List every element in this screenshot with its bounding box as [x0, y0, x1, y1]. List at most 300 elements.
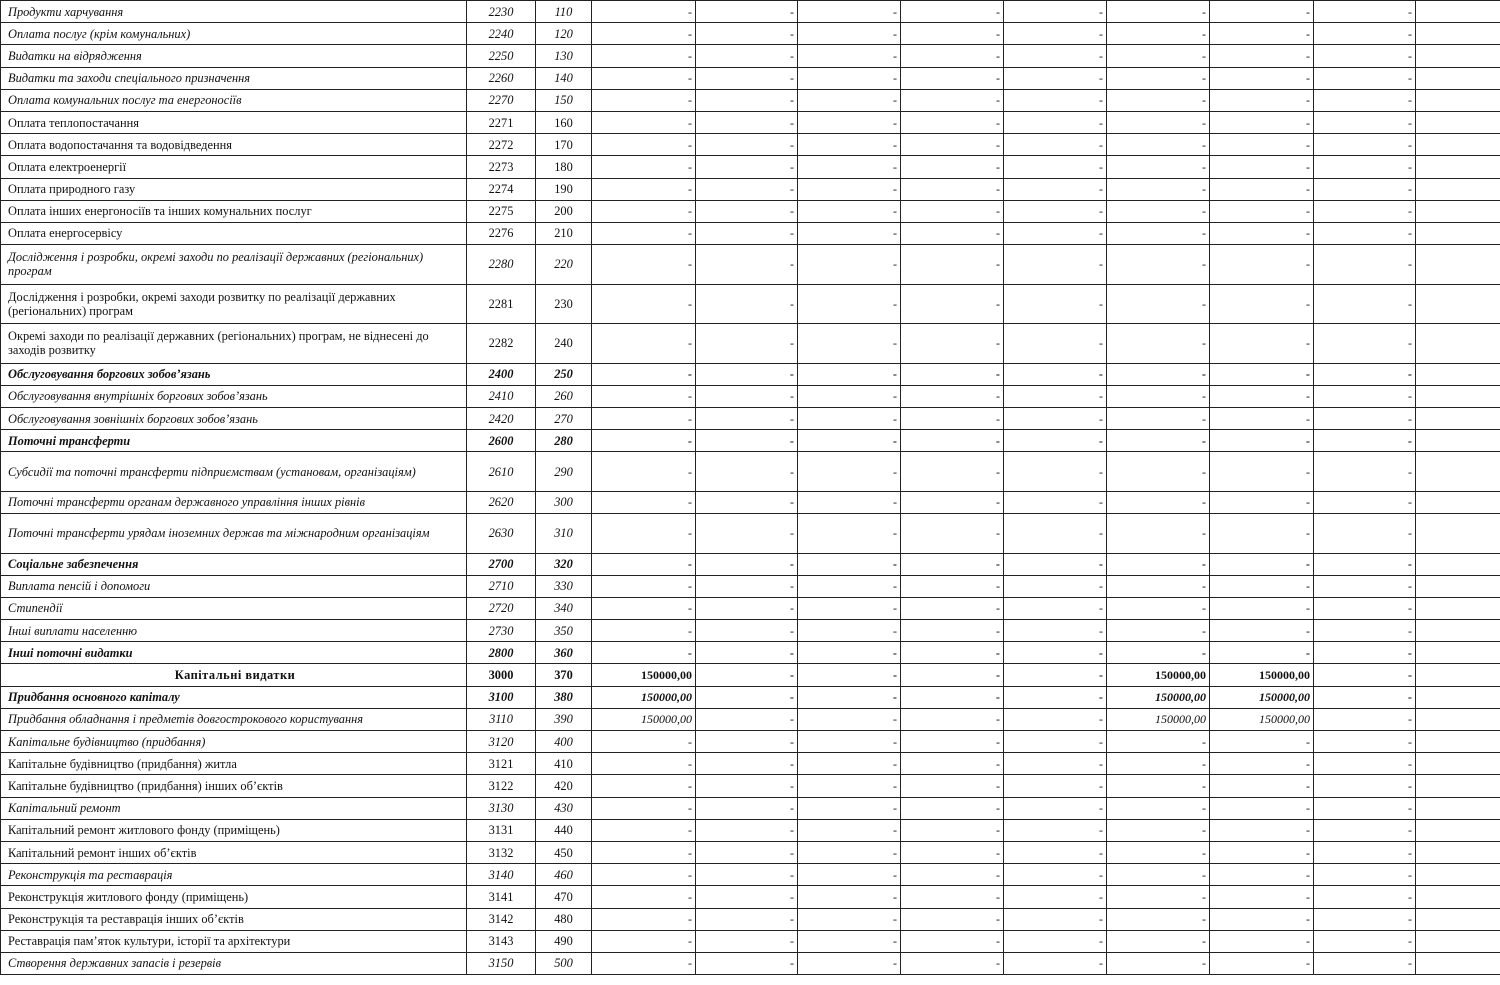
amount-cell: - [1210, 200, 1314, 222]
amount-cell: - [592, 156, 696, 178]
amount-cell: - [1107, 930, 1210, 952]
amount-cell-empty [1416, 245, 1500, 285]
amount-cell: - [1210, 284, 1314, 324]
amount-cell: - [1314, 45, 1416, 67]
ekv-code: 2276 [467, 222, 536, 244]
amount-cell: - [696, 89, 798, 111]
amount-cell: - [901, 245, 1004, 285]
amount-cell: - [1004, 284, 1107, 324]
table-row [1, 178, 1500, 200]
amount-cell-empty [1416, 797, 1500, 819]
table-row [1, 952, 1500, 974]
expenditure-name: Капітальний ремонт житлового фонду (приміщень) [1, 819, 467, 841]
amount-cell: - [1210, 908, 1314, 930]
amount-cell: - [696, 731, 798, 753]
ekv-code: 2230 [467, 1, 536, 23]
expenditure-name: Придбання обладнання і предметів довгострокового користування [1, 708, 467, 730]
amount-cell: - [592, 886, 696, 908]
amount-cell: - [696, 67, 798, 89]
amount-cell: - [592, 452, 696, 492]
amount-cell: - [696, 797, 798, 819]
expenditure-name: Видатки на відрядження [1, 45, 467, 67]
row-code: 200 [536, 200, 592, 222]
amount-cell: - [798, 284, 901, 324]
ekv-code: 2720 [467, 597, 536, 619]
amount-cell: - [1004, 491, 1107, 513]
table-row [1, 664, 1500, 686]
amount-cell: - [1314, 686, 1416, 708]
table-row [1, 385, 1500, 407]
amount-cell: - [592, 385, 696, 407]
amount-cell: - [1210, 753, 1314, 775]
amount-cell: - [798, 385, 901, 407]
amount-cell: - [901, 642, 1004, 664]
amount-cell: - [1314, 324, 1416, 364]
amount-cell: - [592, 363, 696, 385]
amount-cell: - [901, 178, 1004, 200]
amount-cell: - [1004, 23, 1107, 45]
amount-cell: - [1004, 664, 1107, 686]
table-row [1, 575, 1500, 597]
row-code: 330 [536, 575, 592, 597]
row-code: 230 [536, 284, 592, 324]
amount-cell: 150000,00 [1107, 686, 1210, 708]
table-row [1, 686, 1500, 708]
amount-cell: - [696, 452, 798, 492]
row-code: 460 [536, 864, 592, 886]
amount-cell: - [901, 324, 1004, 364]
amount-cell: - [798, 514, 901, 554]
expenditure-name: Оплата послуг (крім комунальних) [1, 23, 467, 45]
amount-cell: - [592, 514, 696, 554]
amount-cell: - [798, 686, 901, 708]
amount-cell: - [1107, 134, 1210, 156]
expenditure-name: Оплата водопостачання та водовідведення [1, 134, 467, 156]
amount-cell: - [1314, 23, 1416, 45]
row-code: 170 [536, 134, 592, 156]
amount-cell: - [696, 930, 798, 952]
amount-cell: - [1107, 156, 1210, 178]
table-row [1, 753, 1500, 775]
ekv-code: 2281 [467, 284, 536, 324]
amount-cell-empty [1416, 620, 1500, 642]
amount-cell: - [1314, 553, 1416, 575]
table-row [1, 89, 1500, 111]
amount-cell: - [696, 597, 798, 619]
expenditure-name: Реконструкція та реставрація [1, 864, 467, 886]
amount-cell-empty [1416, 686, 1500, 708]
amount-cell: - [696, 134, 798, 156]
amount-cell: - [1210, 491, 1314, 513]
amount-cell-empty [1416, 45, 1500, 67]
row-code: 360 [536, 642, 592, 664]
amount-cell: - [798, 886, 901, 908]
amount-cell: - [696, 245, 798, 285]
ekv-code: 3141 [467, 886, 536, 908]
amount-cell: - [1107, 797, 1210, 819]
amount-cell: - [592, 200, 696, 222]
amount-cell: - [1314, 575, 1416, 597]
amount-cell: - [696, 819, 798, 841]
amount-cell: - [1004, 1, 1107, 23]
amount-cell: - [1107, 952, 1210, 974]
amount-cell: - [592, 430, 696, 452]
amount-cell: - [1314, 134, 1416, 156]
amount-cell: - [592, 1, 696, 23]
row-code: 450 [536, 841, 592, 863]
amount-cell: - [1004, 952, 1107, 974]
row-code: 240 [536, 324, 592, 364]
ekv-code: 2610 [467, 452, 536, 492]
amount-cell: - [1004, 775, 1107, 797]
row-code: 440 [536, 819, 592, 841]
amount-cell: - [1004, 753, 1107, 775]
row-code: 280 [536, 430, 592, 452]
amount-cell: - [1107, 514, 1210, 554]
expenditure-name: Капітальне будівництво (придбання) інших об’єктів [1, 775, 467, 797]
expenditure-name: Обслуговування зовнішніх боргових зобов’язань [1, 407, 467, 429]
amount-cell-empty [1416, 514, 1500, 554]
expenditure-name: Оплата комунальних послуг та енергоносіїв [1, 89, 467, 111]
amount-cell: - [696, 886, 798, 908]
amount-cell: - [592, 67, 696, 89]
amount-cell: - [592, 45, 696, 67]
amount-cell: - [592, 841, 696, 863]
amount-cell: - [592, 553, 696, 575]
amount-cell: - [798, 245, 901, 285]
amount-cell: - [592, 597, 696, 619]
amount-cell: - [592, 819, 696, 841]
ekv-code: 2282 [467, 324, 536, 364]
amount-cell: - [1107, 363, 1210, 385]
amount-cell: - [901, 67, 1004, 89]
amount-cell: - [1107, 1, 1210, 23]
amount-cell: - [901, 385, 1004, 407]
amount-cell: - [1107, 222, 1210, 244]
table-row [1, 245, 1500, 285]
ekv-code: 3143 [467, 930, 536, 952]
amount-cell: - [1107, 775, 1210, 797]
amount-cell: - [696, 178, 798, 200]
expenditure-name: Видатки та заходи спеціального призначення [1, 67, 467, 89]
amount-cell: - [696, 45, 798, 67]
amount-cell: - [696, 664, 798, 686]
table-body [1, 1, 1500, 975]
amount-cell: - [901, 864, 1004, 886]
amount-cell-empty [1416, 178, 1500, 200]
expenditure-name: Обслуговування внутрішніх боргових зобов’язань [1, 385, 467, 407]
ekv-code: 2420 [467, 407, 536, 429]
expenditure-name: Стипендії [1, 597, 467, 619]
expenditure-name: Створення державних запасів і резервів [1, 952, 467, 974]
expenditure-name: Капітальне будівництво (придбання) [1, 731, 467, 753]
amount-cell: - [1314, 797, 1416, 819]
expenditure-name: Придбання основного капіталу [1, 686, 467, 708]
amount-cell: - [1107, 385, 1210, 407]
amount-cell-empty [1416, 407, 1500, 429]
amount-cell: - [798, 200, 901, 222]
amount-cell: - [901, 708, 1004, 730]
amount-cell: - [1314, 886, 1416, 908]
amount-cell-empty [1416, 731, 1500, 753]
amount-cell: - [1314, 385, 1416, 407]
amount-cell: - [1004, 200, 1107, 222]
amount-cell: - [1004, 930, 1107, 952]
amount-cell: - [1314, 514, 1416, 554]
amount-cell: - [1004, 797, 1107, 819]
amount-cell: - [901, 452, 1004, 492]
amount-cell: - [901, 553, 1004, 575]
expenditure-name: Капітальні видатки [1, 664, 467, 686]
amount-cell: - [798, 1, 901, 23]
ekv-code: 2260 [467, 67, 536, 89]
amount-cell: - [1107, 575, 1210, 597]
amount-cell: - [592, 952, 696, 974]
amount-cell: - [1314, 430, 1416, 452]
expenditure-name: Капітальний ремонт [1, 797, 467, 819]
amount-cell: - [592, 575, 696, 597]
amount-cell: - [798, 407, 901, 429]
amount-cell: - [1314, 864, 1416, 886]
row-code: 300 [536, 491, 592, 513]
amount-cell-empty [1416, 385, 1500, 407]
amount-cell: - [901, 89, 1004, 111]
amount-cell: - [798, 222, 901, 244]
amount-cell: - [696, 23, 798, 45]
table-row [1, 930, 1500, 952]
amount-cell: - [798, 553, 901, 575]
expenditure-name: Оплата інших енергоносіїв та інших комунальних послуг [1, 200, 467, 222]
amount-cell: - [1210, 385, 1314, 407]
table-row [1, 797, 1500, 819]
amount-cell: - [798, 731, 901, 753]
amount-cell: - [1107, 491, 1210, 513]
amount-cell: - [798, 775, 901, 797]
amount-cell-empty [1416, 664, 1500, 686]
amount-cell: - [798, 908, 901, 930]
amount-cell: - [1210, 134, 1314, 156]
row-code: 400 [536, 731, 592, 753]
amount-cell: - [901, 664, 1004, 686]
table-row [1, 45, 1500, 67]
amount-cell: - [696, 620, 798, 642]
amount-cell: 150000,00 [1107, 708, 1210, 730]
amount-cell: - [1314, 664, 1416, 686]
amount-cell: - [1210, 1, 1314, 23]
amount-cell: - [1107, 324, 1210, 364]
ekv-code: 3121 [467, 753, 536, 775]
amount-cell: - [1210, 597, 1314, 619]
amount-cell-empty [1416, 841, 1500, 863]
amount-cell-empty [1416, 89, 1500, 111]
amount-cell: - [1004, 178, 1107, 200]
expenditure-name: Поточні трансферти органам державного управління інших рівнів [1, 491, 467, 513]
amount-cell: - [798, 642, 901, 664]
amount-cell-empty [1416, 642, 1500, 664]
table-row [1, 908, 1500, 930]
amount-cell: - [901, 111, 1004, 133]
amount-cell: - [1004, 222, 1107, 244]
amount-cell: 150000,00 [592, 686, 696, 708]
amount-cell-empty [1416, 819, 1500, 841]
expenditure-name: Виплата пенсій і допомоги [1, 575, 467, 597]
expenditure-name: Капітальне будівництво (придбання) житла [1, 753, 467, 775]
amount-cell: - [1107, 819, 1210, 841]
amount-cell: 150000,00 [1107, 664, 1210, 686]
amount-cell: - [798, 491, 901, 513]
amount-cell: - [1107, 841, 1210, 863]
amount-cell: - [696, 775, 798, 797]
amount-cell: - [1314, 452, 1416, 492]
amount-cell: - [1107, 67, 1210, 89]
ekv-code: 2710 [467, 575, 536, 597]
row-code: 310 [536, 514, 592, 554]
expenditure-name: Реконструкція та реставрація інших об’єктів [1, 908, 467, 930]
amount-cell: - [696, 708, 798, 730]
amount-cell: - [901, 284, 1004, 324]
amount-cell: - [1210, 952, 1314, 974]
expenditure-name: Дослідження і розробки, окремі заходи по реалізації державних (регіональних) програм [1, 245, 467, 285]
amount-cell: - [1314, 245, 1416, 285]
row-code: 130 [536, 45, 592, 67]
amount-cell: 150000,00 [1210, 708, 1314, 730]
table-row [1, 67, 1500, 89]
amount-cell: - [1314, 731, 1416, 753]
row-code: 410 [536, 753, 592, 775]
amount-cell: - [1004, 89, 1107, 111]
amount-cell: - [1107, 178, 1210, 200]
amount-cell: - [798, 45, 901, 67]
amount-cell: - [696, 156, 798, 178]
amount-cell: - [1004, 575, 1107, 597]
amount-cell: - [901, 886, 1004, 908]
amount-cell: - [696, 575, 798, 597]
amount-cell: - [1210, 45, 1314, 67]
ekv-code: 2800 [467, 642, 536, 664]
amount-cell: - [696, 908, 798, 930]
amount-cell: - [592, 930, 696, 952]
expenditure-name: Поточні трансферти [1, 430, 467, 452]
amount-cell: - [1210, 731, 1314, 753]
amount-cell: - [798, 363, 901, 385]
amount-cell: - [798, 23, 901, 45]
ekv-code: 2410 [467, 385, 536, 407]
amount-cell: - [1107, 284, 1210, 324]
amount-cell-empty [1416, 111, 1500, 133]
amount-cell: 150000,00 [1210, 664, 1314, 686]
amount-cell-empty [1416, 597, 1500, 619]
amount-cell: - [1004, 819, 1107, 841]
amount-cell: - [1210, 452, 1314, 492]
table-row [1, 491, 1500, 513]
amount-cell-empty [1416, 284, 1500, 324]
amount-cell: - [798, 864, 901, 886]
expenditure-name: Оплата електроенергії [1, 156, 467, 178]
amount-cell: - [798, 930, 901, 952]
amount-cell: - [592, 797, 696, 819]
amount-cell: - [901, 731, 1004, 753]
amount-cell: - [1004, 452, 1107, 492]
amount-cell: - [798, 797, 901, 819]
table-row [1, 156, 1500, 178]
amount-cell: - [901, 134, 1004, 156]
row-code: 480 [536, 908, 592, 930]
amount-cell: - [1314, 708, 1416, 730]
amount-cell: - [1107, 620, 1210, 642]
amount-cell: - [1314, 200, 1416, 222]
table-row [1, 597, 1500, 619]
ekv-code: 3110 [467, 708, 536, 730]
amount-cell: - [1107, 908, 1210, 930]
ekv-code: 3140 [467, 864, 536, 886]
amount-cell-empty [1416, 753, 1500, 775]
amount-cell: - [696, 111, 798, 133]
row-code: 190 [536, 178, 592, 200]
amount-cell-empty [1416, 156, 1500, 178]
table-row [1, 407, 1500, 429]
amount-cell: - [1210, 620, 1314, 642]
ekv-code: 2240 [467, 23, 536, 45]
amount-cell: - [1314, 642, 1416, 664]
amount-cell-empty [1416, 1, 1500, 23]
amount-cell: - [696, 553, 798, 575]
table-row [1, 134, 1500, 156]
amount-cell: - [1210, 178, 1314, 200]
ekv-code: 2273 [467, 156, 536, 178]
table-row [1, 864, 1500, 886]
amount-cell: - [696, 430, 798, 452]
amount-cell: - [696, 686, 798, 708]
amount-cell: - [1107, 886, 1210, 908]
amount-cell-empty [1416, 553, 1500, 575]
amount-cell: - [1210, 23, 1314, 45]
amount-cell: - [1314, 491, 1416, 513]
table-row [1, 452, 1500, 492]
amount-cell: - [1210, 775, 1314, 797]
amount-cell: - [1004, 245, 1107, 285]
amount-cell-empty [1416, 200, 1500, 222]
amount-cell: - [592, 753, 696, 775]
amount-cell: - [592, 908, 696, 930]
amount-cell: - [901, 222, 1004, 244]
amount-cell: - [798, 819, 901, 841]
amount-cell-empty [1416, 430, 1500, 452]
amount-cell: - [1004, 363, 1107, 385]
expenditure-name: Інші виплати населенню [1, 620, 467, 642]
amount-cell: - [1314, 284, 1416, 324]
amount-cell: - [592, 178, 696, 200]
amount-cell: - [901, 952, 1004, 974]
amount-cell: - [1004, 67, 1107, 89]
ekv-code: 2274 [467, 178, 536, 200]
expenditure-name: Інші поточні видатки [1, 642, 467, 664]
amount-cell: - [798, 597, 901, 619]
amount-cell: - [901, 156, 1004, 178]
amount-cell-empty [1416, 886, 1500, 908]
amount-cell: - [1004, 156, 1107, 178]
expenditure-name: Обслуговування боргових зобов’язань [1, 363, 467, 385]
amount-cell: - [1004, 134, 1107, 156]
row-code: 210 [536, 222, 592, 244]
table-row [1, 222, 1500, 244]
amount-cell: - [696, 753, 798, 775]
amount-cell-empty [1416, 864, 1500, 886]
amount-cell: - [1004, 111, 1107, 133]
amount-cell: - [901, 200, 1004, 222]
amount-cell-empty [1416, 67, 1500, 89]
amount-cell: - [798, 324, 901, 364]
amount-cell-empty [1416, 23, 1500, 45]
